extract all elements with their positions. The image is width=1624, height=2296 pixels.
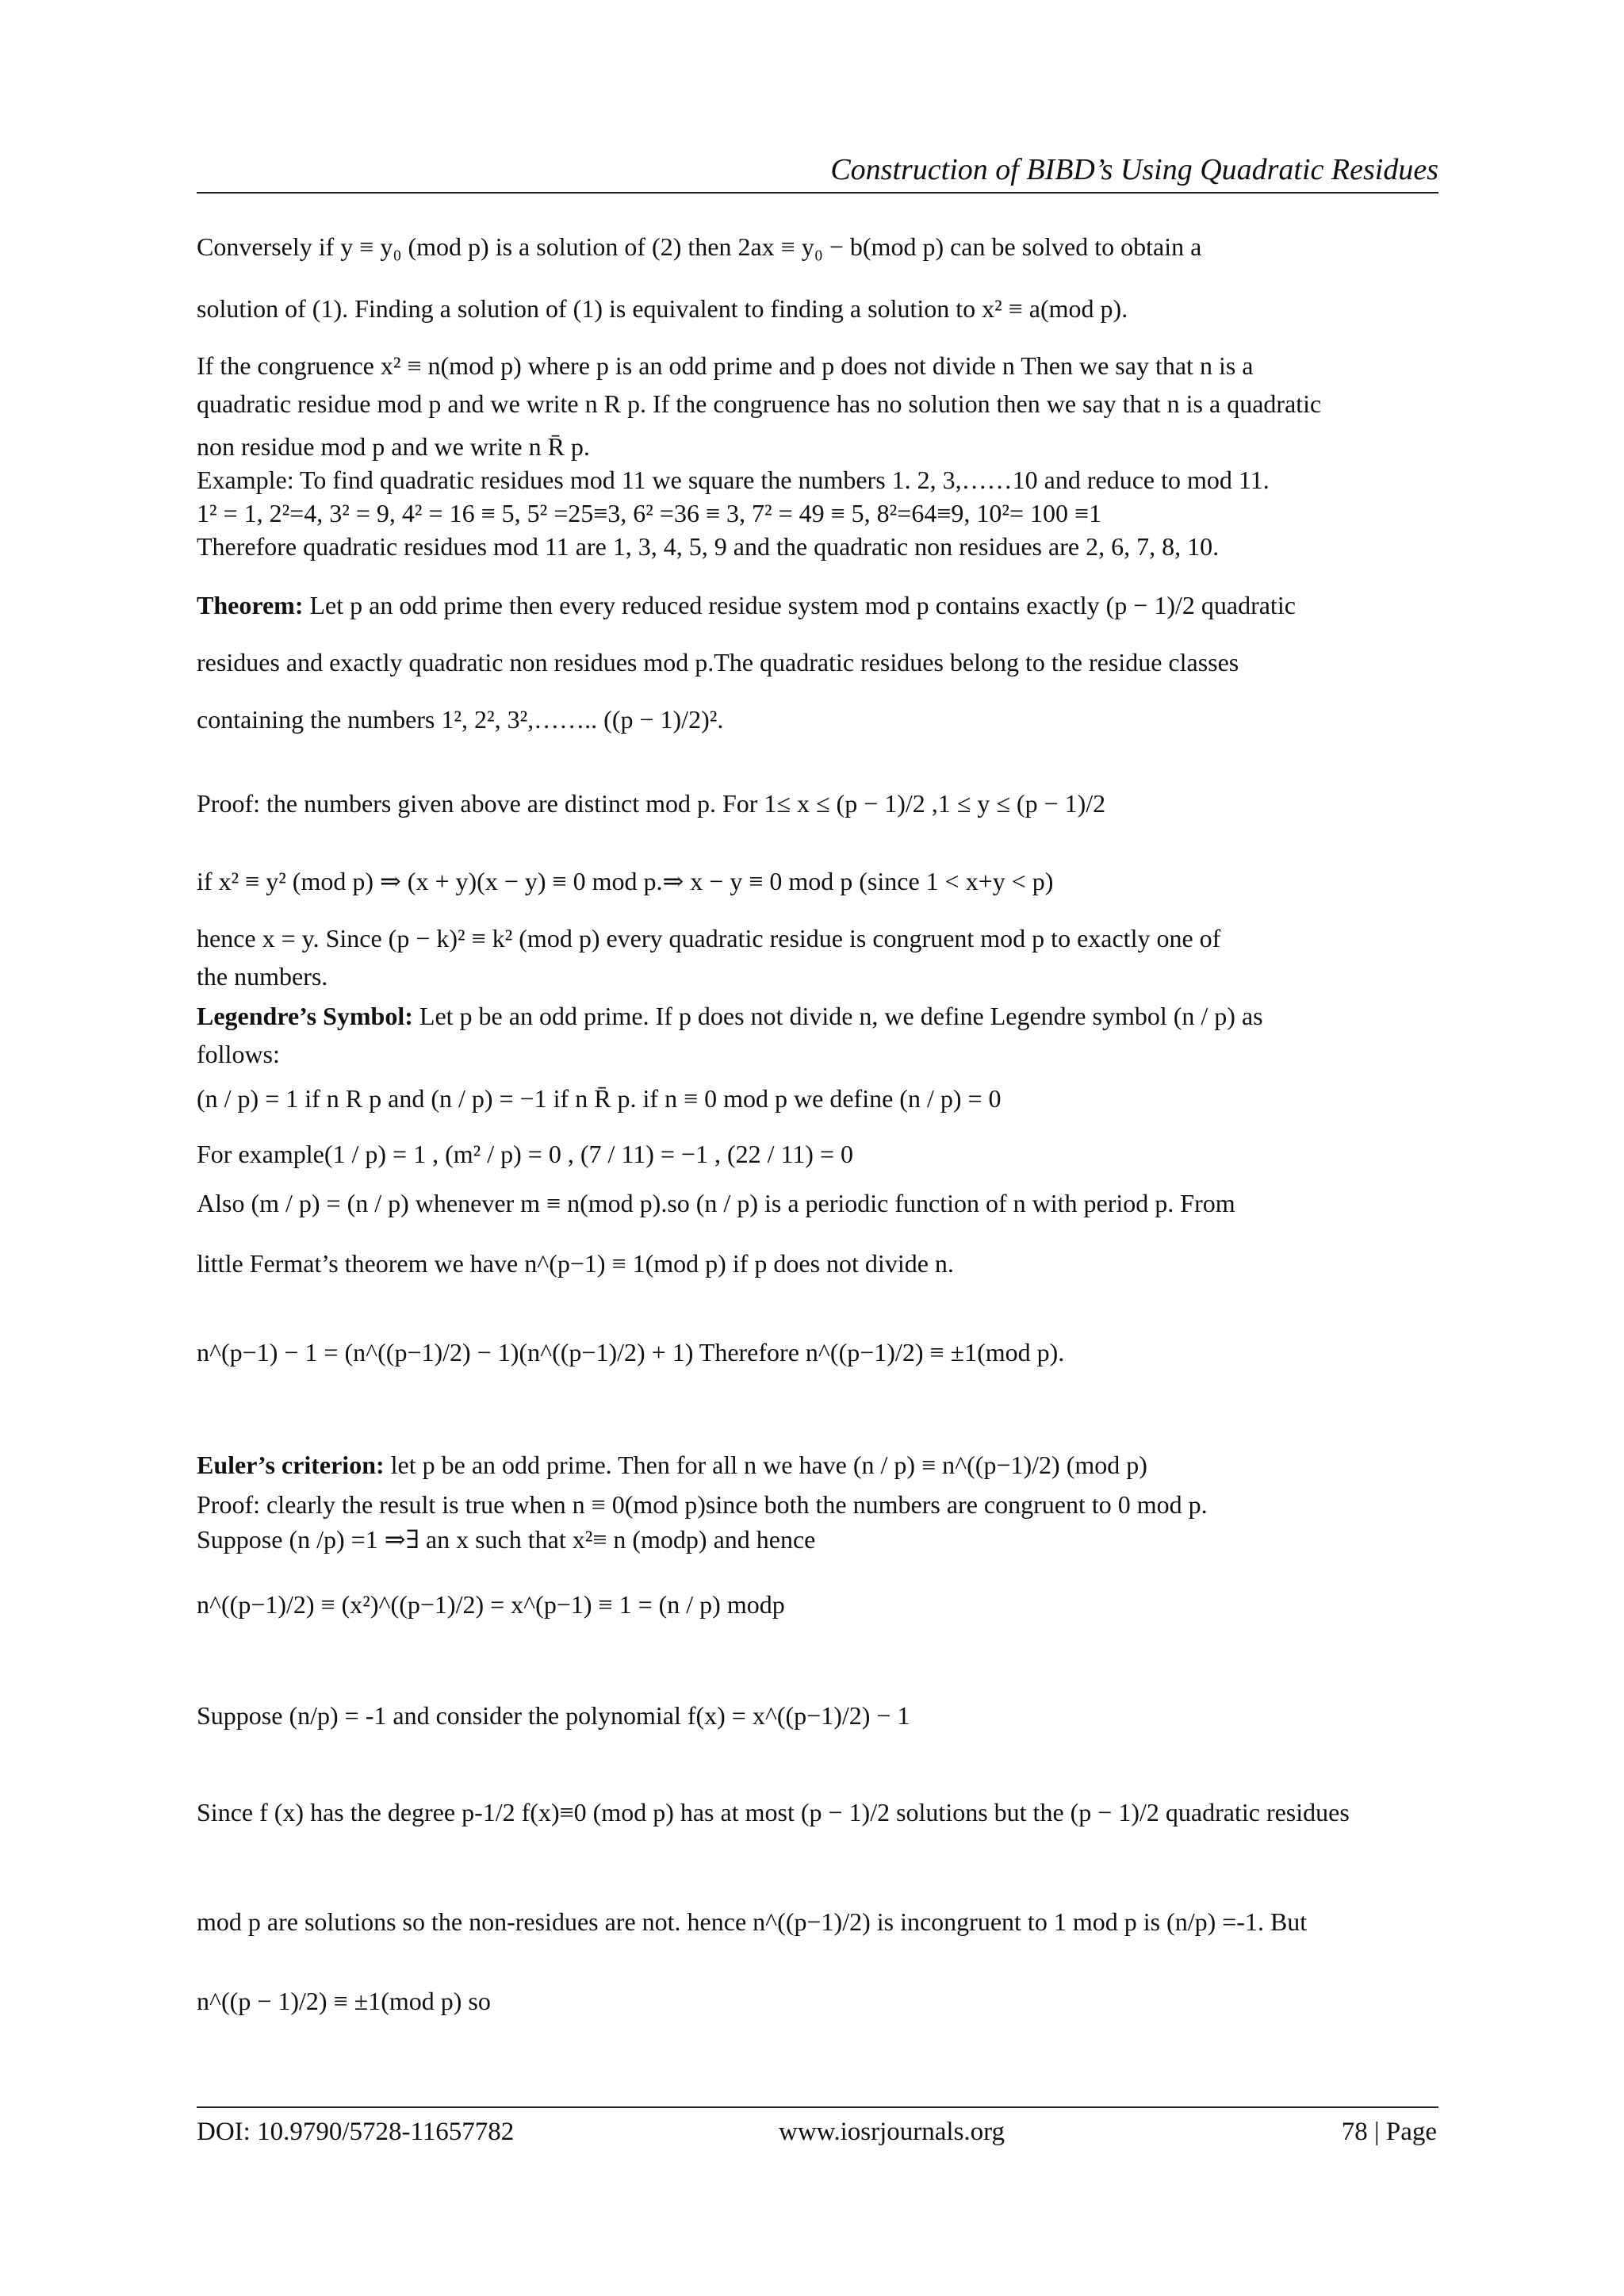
equation-line: n^((p−1)/2) ≡ (x²)^((p−1)/2) = x^(p−1) ≡ 1 = (n / p) modp — [197, 1590, 785, 1619]
euler-line — [197, 1447, 1147, 1483]
euler-label: Euler’s criterion: — [197, 1451, 385, 1479]
footer-doi: DOI: 10.9790/5728-11657782 — [197, 2118, 515, 2146]
text-line: Suppose (n /p) =1 ⇒∃ an x such that x²≡ n (modp) and hence — [197, 1525, 816, 1554]
text-line: Since f (x) has the degree p-1/2 f(x)≡0 (mod p) has at most (p − 1)/2 solutions but the (p − 1)/2 quadratic residues — [197, 1798, 1350, 1826]
equation-line: (n / p) = 1 if n R p and (n / p) = −1 if n R̄ p. if n ≡ 0 mod p we define (n / p) = 0 — [197, 1084, 1002, 1113]
text-line: mod p are solutions so the non-residues are not. hence n^((p−1)/2) is incongruent to 1 mod p is (n/p) =-1. But — [197, 1907, 1308, 1936]
text-line: If the congruence x² ≡ n(mod p) where p is an odd prime and p does not divide n Then we say that n is a — [197, 351, 1254, 380]
text-line: solution of (1). Finding a solution of (1) is equivalent to finding a solution to x² ≡ a(mod p). — [197, 294, 1128, 323]
text-line: hence x = y. Since (p − k)² ≡ k² (mod p) every quadratic residue is congruent mod p to exactly one of — [197, 924, 1221, 953]
text-line: little Fermat’s theorem we have n^(p−1) ≡ 1(mod p) if p does not divide n. — [197, 1249, 954, 1278]
footer-rule — [197, 2106, 1438, 2108]
equation-line: For example(1 / p) = 1 , (m² / p) = 0 , (7 / 11) = −1 , (22 / 11) = 0 — [197, 1140, 853, 1168]
footer-url: www.iosrjournals.org — [779, 2118, 1005, 2146]
text-line: non residue mod p and we write n R̄ p. — [197, 432, 590, 461]
legendre-label: Legendre’s Symbol: — [197, 1002, 413, 1030]
text-line: Proof: the numbers given above are distinct mod p. For 1≤ x ≤ (p − 1)/2 ,1 ≤ y ≤ (p − 1)/2 — [197, 789, 1106, 818]
header-rule — [197, 192, 1438, 194]
equation-line: n^((p − 1)/2) ≡ ±1(mod p) so — [197, 1987, 491, 2015]
text-line: Suppose (n/p) = -1 and consider the polynomial f(x) = x^((p−1)/2) − 1 — [197, 1701, 910, 1730]
text-line: quadratic residue mod p and we write n R p. If the congruence has no solution then we say that n is a quadratic — [197, 389, 1322, 418]
theorem-text: Let p an odd prime then every reduced residue system mod p contains exactly (p − 1)/2 quadratic — [309, 591, 1296, 619]
text-line: 1² = 1, 2²=4, 3² = 9, 4² = 16 ≡ 5, 5² =25≡3, 6² =36 ≡ 3, 7² = 49 ≡ 5, 8²=64≡9, 10²= 100 ≡1 — [197, 499, 1102, 527]
text-line: Proof: clearly the result is true when n ≡ 0(mod p)since both the numbers are congruent to 0 mod p. — [197, 1490, 1208, 1519]
equation-line: n^(p−1) − 1 = (n^((p−1)/2) − 1)(n^((p−1)/2) + 1) Therefore n^((p−1)/2) ≡ ±1(mod p). — [197, 1338, 1065, 1366]
text-line: follows: — [197, 1040, 280, 1068]
legendre-line — [197, 998, 1263, 1034]
equation-line: if x² ≡ y² (mod p) ⇒ (x + y)(x − y) ≡ 0 mod p.⇒ x − y ≡ 0 mod p (since 1 < x+y < p) — [197, 867, 1054, 895]
text-line: containing the numbers 1², 2², 3²,…….. ((p − 1)/2)². — [197, 705, 724, 734]
footer-page-number: 78 | Page — [1341, 2118, 1437, 2146]
text-line: Therefore quadratic residues mod 11 are 1, 3, 4, 5, 9 and the quadratic non residues are 2, 6, 7, 8, 10. — [197, 532, 1220, 561]
text-line: the numbers. — [197, 962, 328, 991]
text-line: Also (m / p) = (n / p) whenever m ≡ n(mod p).so (n / p) is a periodic function of n with period p. From — [197, 1189, 1235, 1217]
theorem-label: Theorem: — [197, 591, 304, 619]
euler-text: let p be an odd prime. Then for all n we have (n / p) ≡ n^((p−1)/2) (mod p) — [390, 1451, 1147, 1479]
legendre-text: Let p be an odd prime. If p does not divide n, we define Legendre symbol (n / p) as — [419, 1002, 1263, 1030]
text-line: Conversely if y ≡ y₀ (mod p) is a solution of (2) then 2ax ≡ y₀ − b(mod p) can be solved to obtain a — [197, 232, 1202, 261]
text-line: residues and exactly quadratic non residues mod p.The quadratic residues belong to the residue classes — [197, 648, 1239, 677]
text-line: Example: To find quadratic residues mod 11 we square the numbers 1. 2, 3,……10 and reduce to mod 11. — [197, 466, 1270, 494]
theorem-line — [197, 587, 1296, 623]
running-header: Construction of BIBD’s Using Quadratic Residues — [830, 153, 1438, 186]
